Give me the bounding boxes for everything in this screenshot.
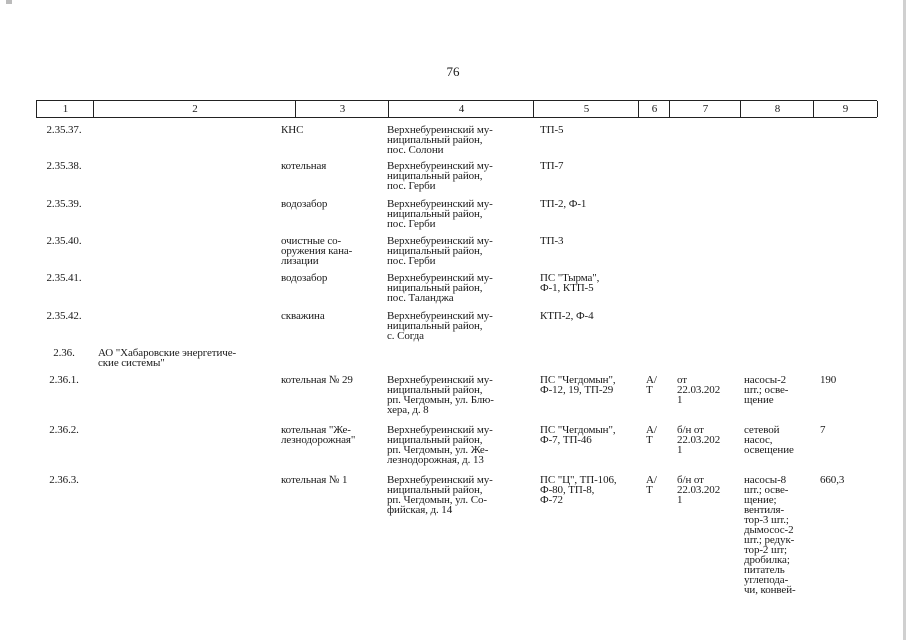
page-number: 76: [446, 64, 460, 79]
row-number: 2.35.38.: [46, 160, 82, 172]
header-col-5: 5: [533, 101, 639, 117]
object-location: Верхнебуреинский му- ниципальный район, рп. Чегдомын, ул. Со- фийская, д. 14: [387, 474, 493, 516]
header-col-9: 9: [813, 101, 878, 117]
category: А/ Т: [646, 374, 657, 396]
row-number: 2.36.3.: [49, 474, 79, 486]
header-col-8: 8: [740, 101, 814, 117]
row-number: 2.35.41.: [46, 272, 82, 284]
row-number: 2.35.39.: [46, 198, 82, 210]
object-name: КНС: [281, 124, 304, 136]
load-value: 7: [820, 424, 826, 436]
object-name: скважина: [281, 310, 325, 322]
object-name: водозабор: [281, 198, 328, 210]
power-source: ПС "Чегдомын", Ф-7, ТП-46: [540, 424, 616, 446]
object-location: Верхнебуреинский му- ниципальный район, пос. Солони: [387, 124, 493, 156]
row-number: 2.35.40.: [46, 235, 82, 247]
object-name: котельная № 1: [281, 474, 348, 486]
object-name: котельная "Же- лезнодорожная": [281, 424, 356, 446]
header-col-1: 1: [36, 101, 94, 117]
category: А/ Т: [646, 424, 657, 446]
row-number: 2.36.1.: [49, 374, 79, 386]
object-location: Верхнебуреинский му- ниципальный район, рп. Чегдомын, ул. Же- лезнодорожная, д. 13: [387, 424, 493, 466]
object-name: очистные со- оружения кана- лизации: [281, 235, 353, 267]
scan-mark: [6, 0, 12, 4]
equipment-list: насосы-8 шт.; осве- щение; вентиля- тор-3 шт.; дымосос-2 шт.; редук- тор-2 шт; дробилка; питатель углепода- чи, конвей-: [744, 474, 796, 596]
header-col-2: 2: [93, 101, 296, 117]
load-value: 190: [820, 374, 837, 386]
equipment-list: насосы-2 шт.; осве- щение: [744, 374, 789, 406]
row-number: 2.36.: [53, 347, 75, 359]
load-value: 660,3: [820, 474, 845, 486]
document-ref: б/н от 22.03.202 1: [677, 474, 721, 506]
document-ref: от 22.03.202 1: [677, 374, 721, 406]
row-number: 2.35.37.: [46, 124, 82, 136]
object-name: котельная: [281, 160, 327, 172]
object-location: Верхнебуреинский му- ниципальный район, пос. Герби: [387, 235, 493, 267]
object-location: Верхнебуреинский му- ниципальный район, пос. Герби: [387, 198, 493, 230]
equipment-list: сетевой насос, освещение: [744, 424, 794, 456]
header-col-6: 6: [638, 101, 670, 117]
object-name: водозабор: [281, 272, 328, 284]
object-location: Верхнебуреинский му- ниципальный район, пос. Таланджа: [387, 272, 493, 304]
object-location: Верхнебуреинский му- ниципальный район, пос. Герби: [387, 160, 493, 192]
header-col-4: 4: [388, 101, 534, 117]
object-name: котельная № 29: [281, 374, 353, 386]
header-col-7: 7: [669, 101, 741, 117]
header-col-3: 3: [295, 101, 389, 117]
power-source: ПС "Ц", ТП-106, Ф-80, ТП-8, Ф-72: [540, 474, 617, 506]
power-source: ТП-2, Ф-1: [540, 198, 587, 210]
row-number: 2.35.42.: [46, 310, 82, 322]
power-source: ТП-3: [540, 235, 564, 247]
table-header-row: [36, 100, 877, 118]
object-location: Верхнебуреинский му- ниципальный район, с. Согда: [387, 310, 493, 342]
object-location: Верхнебуреинский му- ниципальный район, рп. Чегдомын, ул. Блю- хера, д. 8: [387, 374, 494, 416]
row-number: 2.36.2.: [49, 424, 79, 436]
category: А/ Т: [646, 474, 657, 496]
power-source: ПС "Чегдомын", Ф-12, 19, ТП-29: [540, 374, 616, 396]
power-source: ПС "Тырма", Ф-1, КТП-5: [540, 272, 600, 294]
power-source: ТП-5: [540, 124, 564, 136]
organization-name: АО "Хабаровские энергетиче- ские системы": [98, 347, 237, 369]
document-ref: б/н от 22.03.202 1: [677, 424, 721, 456]
power-source: КТП-2, Ф-4: [540, 310, 594, 322]
power-source: ТП-7: [540, 160, 564, 172]
